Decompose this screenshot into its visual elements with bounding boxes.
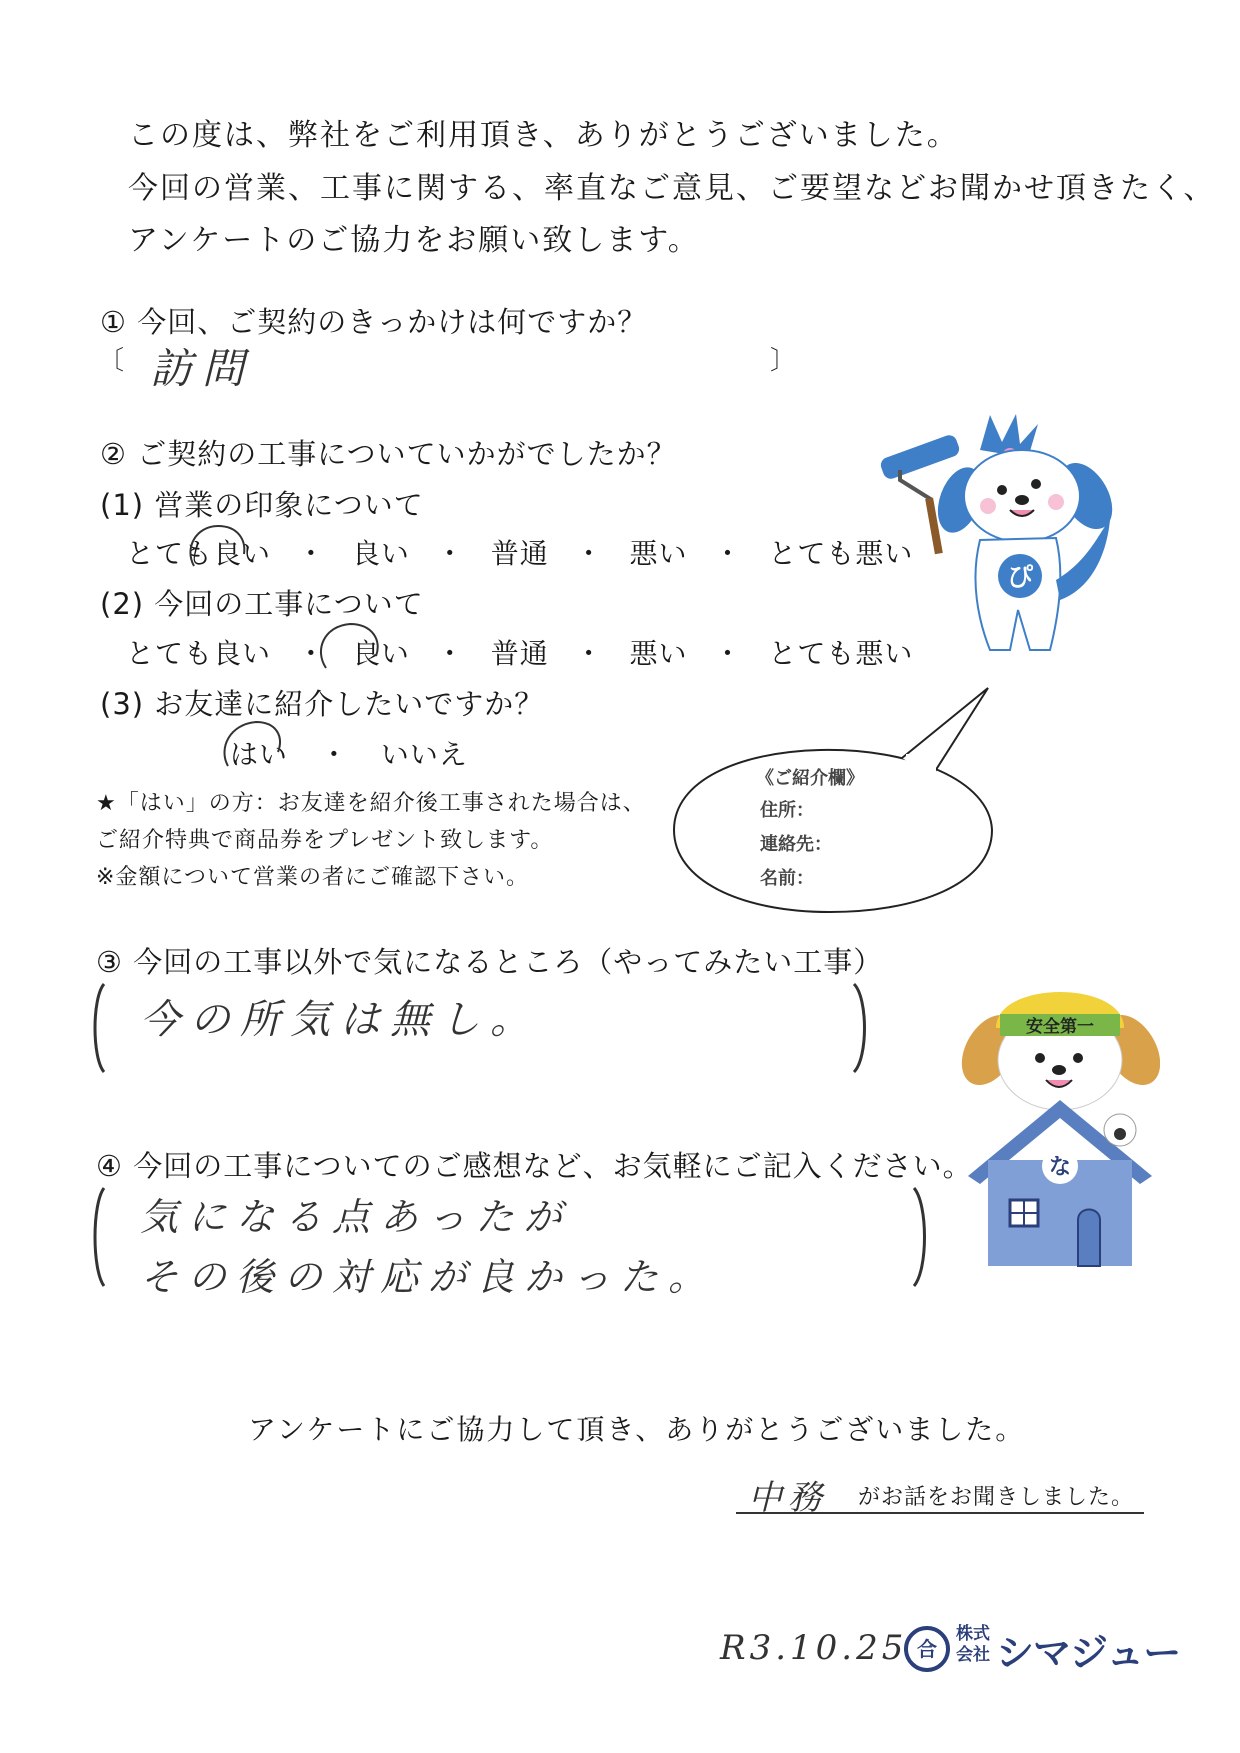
question-4: ④ 今回の工事についてのご感想など、お気軽にご記入ください。: [96, 1149, 973, 1183]
separator: ・: [319, 738, 349, 771]
q2-sub2-circle-mark: [306, 616, 396, 688]
separator: ・: [713, 537, 743, 570]
option-no[interactable]: いいえ: [380, 738, 468, 771]
q3-answer: 今の所気は無し。: [140, 997, 540, 1043]
separator: ・: [435, 537, 465, 570]
referral-title: 《ご紹介欄》: [756, 768, 864, 789]
q4-answer-line-1: 気になる点あったが: [140, 1195, 572, 1239]
referral-note-2: ご紹介特典で商品券をプレゼント致します。: [96, 828, 554, 853]
question-1: ① 今回、ご契約のきっかけは何ですか？: [100, 305, 648, 339]
option-good[interactable]: 良い: [351, 537, 410, 570]
closing-thanks: アンケートにご協力して頂き、ありがとうございました。: [248, 1413, 1026, 1446]
company-prefix-top: 株式: [956, 1624, 990, 1644]
q2-sub1-circle-mark: [176, 518, 266, 588]
referral-name-label: 名前：: [760, 868, 814, 889]
company-logo-icon: 合: [904, 1626, 950, 1672]
intro-line-1: この度は、弊社をご利用頂き、ありがとうございました。: [128, 118, 959, 153]
option-very-bad[interactable]: とても悪い: [768, 637, 914, 670]
option-bad[interactable]: 悪い: [629, 637, 688, 670]
option-normal[interactable]: 普通: [490, 537, 549, 570]
option-normal[interactable]: 普通: [490, 637, 549, 670]
helmet-text: 安全第一: [1026, 1017, 1094, 1037]
referral-bubble: [670, 680, 1000, 920]
painter-dog-mascot: [860, 410, 1130, 670]
house-dog-mascot: [960, 950, 1160, 1270]
option-very-bad[interactable]: とても悪い: [768, 537, 914, 570]
intro-line-3: アンケートのご協力をお願い致します。: [128, 223, 700, 258]
referral-note-1: ★「はい」の方：お友達を紹介後工事された場合は、: [96, 791, 646, 816]
referral-contact-label: 連絡先：: [760, 834, 832, 855]
q1-bracket-open: 〔: [98, 346, 126, 376]
referral-note-3: ※金額について営業の者にご確認下さい。: [96, 865, 529, 890]
q2-sub3-label: (3) お友達に紹介したいですか？: [100, 687, 545, 721]
option-good[interactable]: 良い: [351, 637, 410, 670]
survey-date: R3.10.25: [720, 1628, 908, 1668]
option-bad[interactable]: 悪い: [629, 537, 688, 570]
q2-sub2-options: [126, 632, 913, 672]
company-name: シマジュー: [996, 1631, 1181, 1675]
option-very-good[interactable]: とても良い: [126, 637, 272, 670]
q2-sub1-label: (1) 営業の印象について: [100, 488, 424, 522]
separator: ・: [574, 637, 604, 670]
option-very-good[interactable]: とても良い: [126, 537, 272, 570]
mascot-badge-letter: ぴ: [1006, 563, 1034, 593]
intro-line-2: 今回の営業、工事に関する、率直なご意見、ご要望などお聞かせ頂きたく、: [128, 171, 1216, 206]
referral-address-label: 住所：: [760, 800, 814, 821]
separator: ・: [713, 637, 743, 670]
option-yes[interactable]: はい: [230, 738, 289, 771]
q1-bracket-close: 〕: [770, 346, 798, 376]
separator: ・: [296, 537, 326, 570]
q2-sub2-label: (2) 今回の工事について: [100, 587, 424, 621]
question-3: ③ 今回の工事以外で気になるところ（やってみたい工事）: [96, 945, 884, 979]
separator: ・: [574, 537, 604, 570]
separator: ・: [296, 637, 326, 670]
q4-answer-line-2: その後の対応が良かった。: [140, 1255, 717, 1299]
interviewer-line: [736, 1476, 1144, 1518]
house-badge-letter: な: [1048, 1155, 1072, 1180]
q2-sub3-circle-mark: [210, 716, 300, 786]
interviewer-suffix: がお話をお聞きしました。: [858, 1485, 1135, 1510]
interviewer-name: 中務: [748, 1478, 828, 1518]
separator: ・: [435, 637, 465, 670]
q1-answer: 訪問: [150, 344, 255, 393]
question-2: ② ご契約の工事についていかがでしたか？: [100, 437, 677, 471]
company-prefix-bottom: 会社: [956, 1645, 990, 1665]
